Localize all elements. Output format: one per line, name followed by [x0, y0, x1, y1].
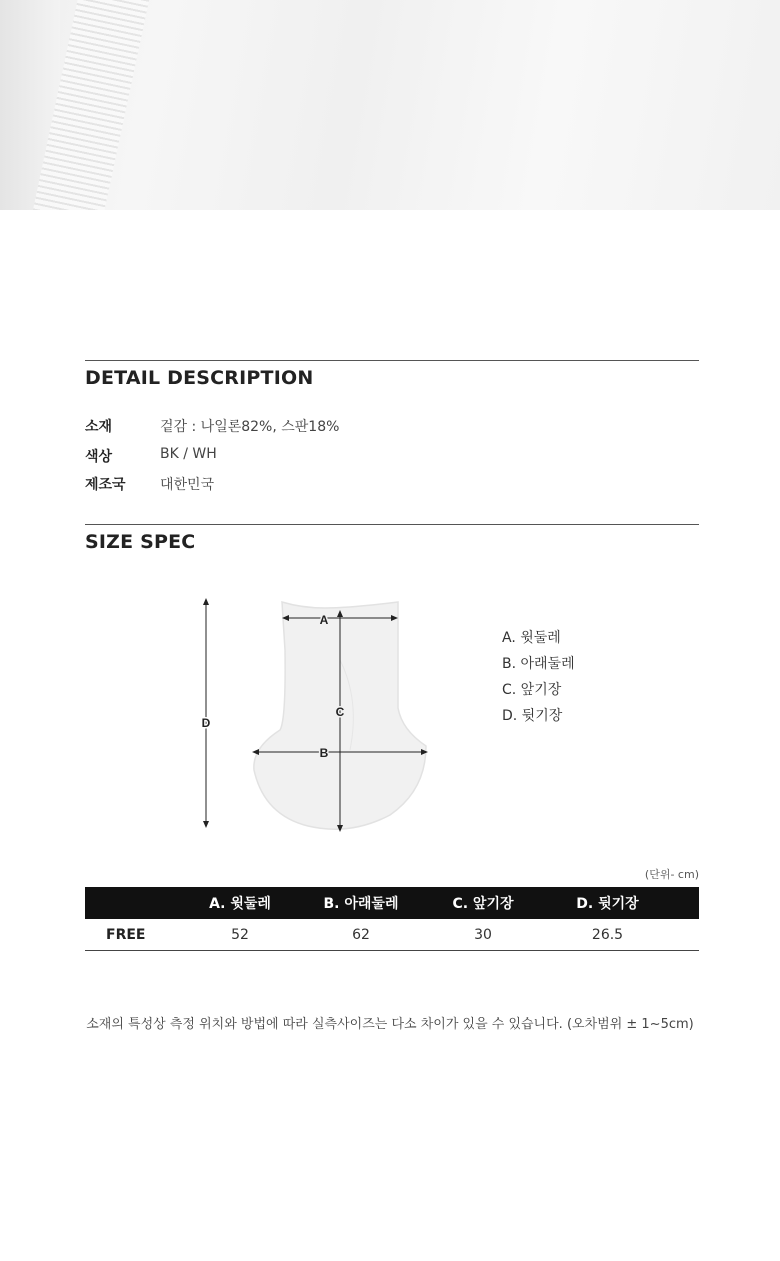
section-divider [85, 360, 699, 361]
size-table [85, 887, 699, 951]
section-divider [85, 524, 699, 525]
detail-label: 소재 [85, 419, 113, 435]
size-spec-title: SIZE SPEC [85, 531, 196, 553]
detail-row-origin [85, 474, 214, 494]
size-legend [502, 627, 575, 731]
detail-title: DETAIL DESCRIPTION [85, 367, 314, 389]
header-cell: C. 앞기장 [452, 896, 514, 912]
legend-item: D. 뒷기장 [502, 708, 563, 724]
diagram-label-c: C [335, 705, 345, 719]
product-photo [0, 0, 780, 210]
header-cell: A. 윗둘레 [209, 896, 271, 912]
legend-item: C. 앞기장 [502, 682, 562, 698]
detail-value: 대한민국 [160, 477, 215, 493]
header-cell: B. 아래둘레 [323, 896, 399, 912]
measurement-note: 소재의 특성상 측정 위치와 방법에 따라 실측사이즈는 다소 차이가 있을 수 있습니다. (오차범위 ± 1~5cm) [86, 1017, 694, 1032]
value-cell: 26.5 [591, 926, 624, 943]
detail-value: 겉감 : 나일론82%, 스판18% [160, 419, 340, 435]
table-row [85, 919, 699, 951]
detail-row-color [85, 446, 217, 466]
diagram-label-b: B [319, 746, 329, 760]
legend-item: B. 아래둘레 [502, 656, 575, 672]
detail-row-material [85, 416, 339, 436]
value-cell: 30 [474, 926, 492, 943]
detail-label: 제조국 [85, 477, 126, 493]
unit-label: (단위- cm) [644, 868, 699, 881]
size-diagram [190, 590, 450, 840]
size-cell: FREE [106, 926, 146, 943]
size-table-header [85, 887, 699, 919]
value-cell: 52 [231, 926, 249, 943]
diagram-label-d: D [201, 716, 211, 730]
diagram-label-a: A [319, 613, 329, 627]
detail-label: 색상 [85, 449, 113, 465]
value-cell: 62 [352, 926, 370, 943]
header-cell: D. 뒷기장 [576, 896, 639, 912]
legend-item: A. 윗둘레 [502, 630, 561, 646]
detail-value: BK / WH [160, 446, 217, 462]
